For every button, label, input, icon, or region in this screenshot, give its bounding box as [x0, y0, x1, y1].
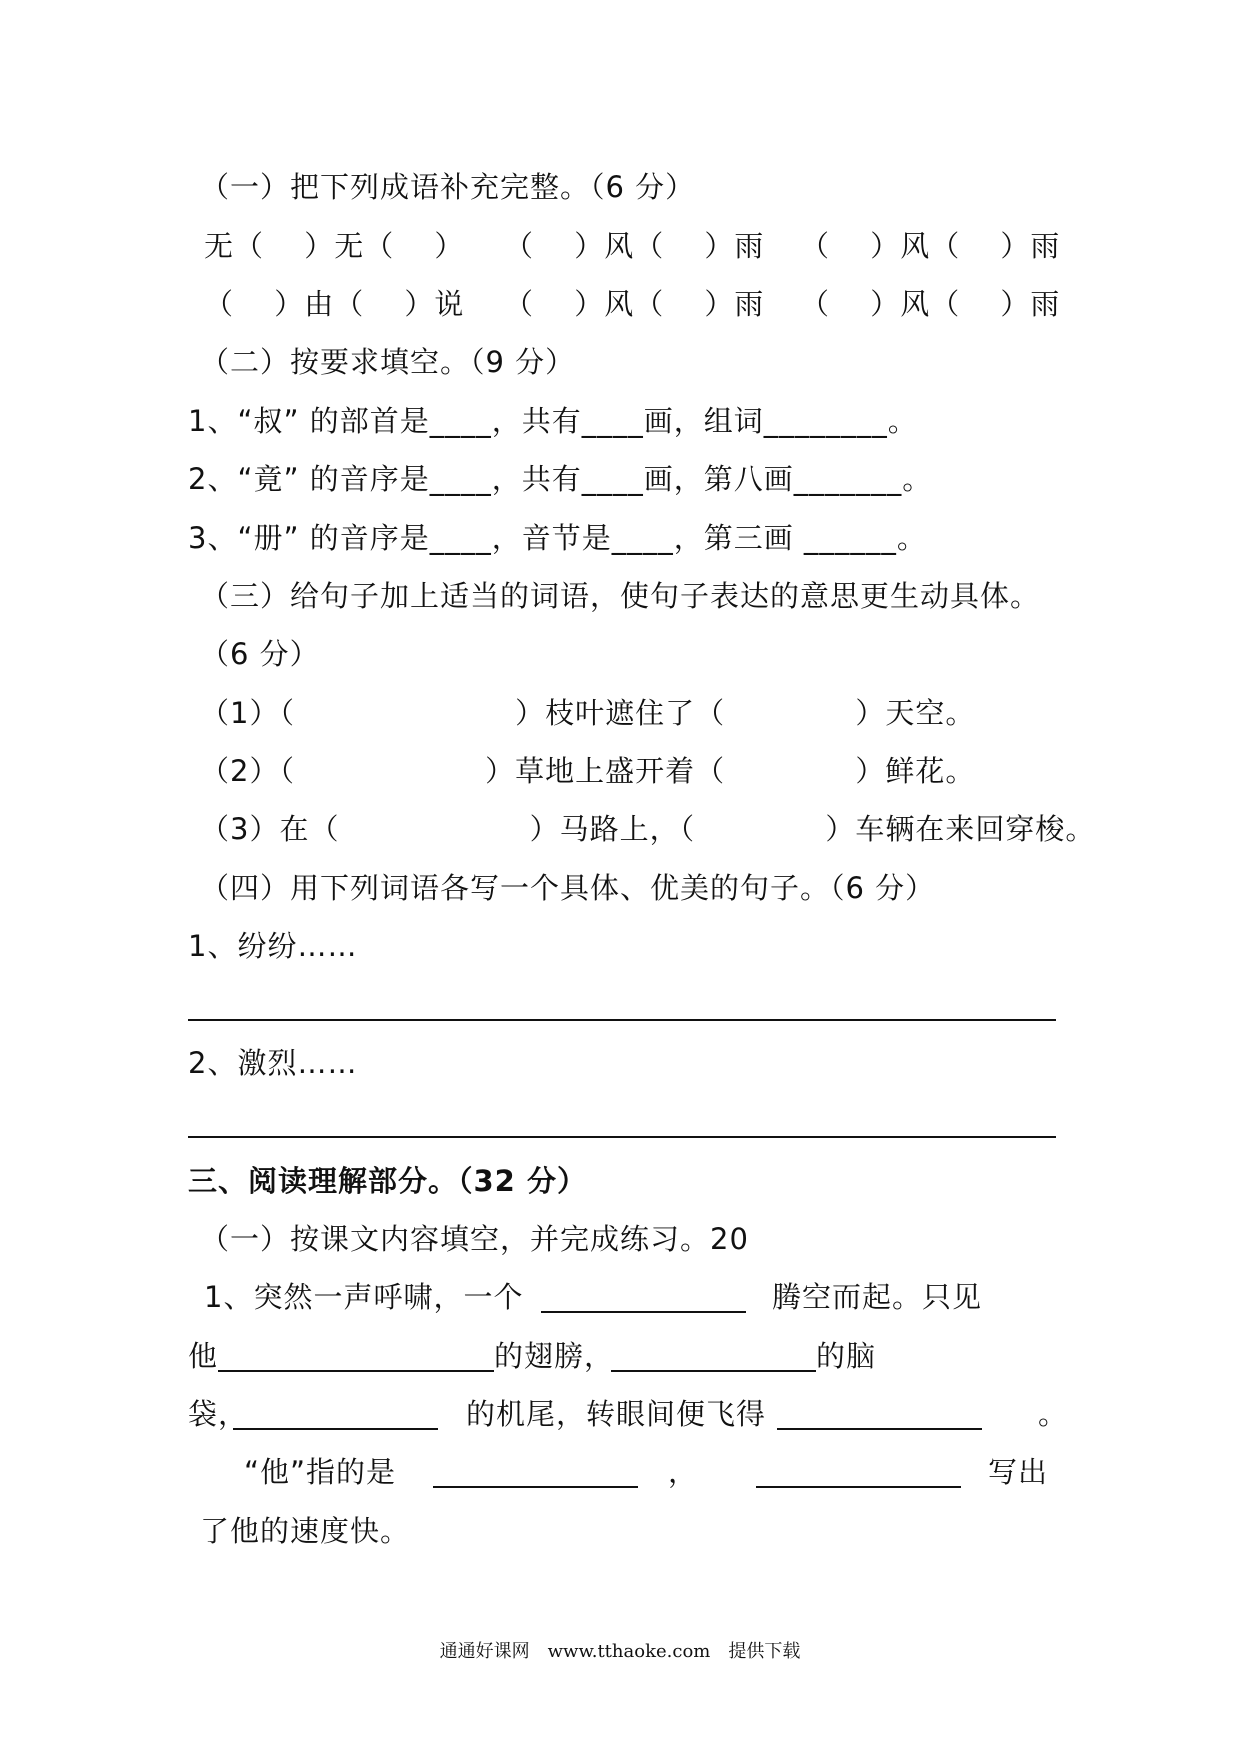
reading-q2-text-d: 了他的速度快。 [200, 1514, 411, 1548]
reading-q1-text-g: 的机尾，转眼间便飞得 [466, 1397, 767, 1431]
reading-q1-text-f: 袋， [188, 1397, 249, 1431]
idiom-5: （ ）风（ ）雨 [504, 287, 765, 321]
sentence-2: （2）（ ）草地上盛开着（ ）鲜花。 [200, 754, 976, 788]
reading-q1-blank-2 [218, 1336, 494, 1376]
reading-q1-blank-4 [233, 1394, 438, 1434]
word-1: 1、纷纷…… [188, 929, 358, 963]
answer-line-1 [188, 1019, 1056, 1021]
reading-q1-text-e: 的脑 [816, 1339, 877, 1373]
word-2: 2、激烈…… [188, 1046, 358, 1080]
reading-q1-text-c: 他 [188, 1339, 219, 1373]
fill-question-1: 1、“叔” 的部首是____，共有____画，组词________。 [188, 404, 918, 438]
reading-q2-blank-1 [433, 1452, 638, 1492]
reading-q1-blank-1 [541, 1277, 746, 1317]
reading-q1-text-a: 1、突然一声呼啸，一个 [204, 1280, 524, 1314]
idiom-6: （ ）风（ ）雨 [800, 287, 1061, 321]
reading-q1-text-h: 。 [1038, 1397, 1069, 1431]
part-3-subtitle: （一）按课文内容填空，并完成练习。20 [200, 1222, 749, 1256]
idiom-4: （ ）由（ ）说 [204, 287, 465, 321]
idiom-2: （ ）风（ ）雨 [504, 229, 765, 263]
section-3-score: （6 分） [200, 637, 320, 671]
part-3-title: 三、阅读理解部分。（32 分） [188, 1164, 587, 1198]
reading-q2-text-b: ， [668, 1455, 699, 1489]
idiom-1: 无（ ）无（ ） [204, 229, 465, 263]
page-footer: 通通好课网 www.tthaoke.com 提供下载 [439, 1641, 801, 1662]
sentence-3: （3）在（ ）马路上，（ ）车辆在来回穿梭。 [200, 812, 1096, 846]
reading-q1-blank-5 [777, 1394, 982, 1434]
reading-q1-text-b: 腾空而起。只见 [772, 1280, 983, 1314]
idiom-3: （ ）风（ ）雨 [800, 229, 1061, 263]
section-4-title: （四）用下列词语各写一个具体、优美的句子。（6 分） [200, 871, 936, 905]
sentence-1: （1）（ ）枝叶遮住了（ ）天空。 [200, 696, 976, 730]
section-3-title: （三）给句子加上适当的词语，使句子表达的意思更生动具体。 [200, 579, 1041, 613]
reading-q2-text-c: 写出 [988, 1455, 1049, 1489]
fill-question-2: 2、“竟” 的音序是____，共有____画，第八画_______。 [188, 462, 933, 496]
reading-q2-text-a: “他”指的是 [244, 1455, 397, 1489]
reading-q1-text-d: 的翅膀， [494, 1339, 615, 1373]
reading-q2-blank-2 [756, 1452, 961, 1492]
reading-q1-blank-3 [611, 1336, 816, 1376]
section-1-title: （一）把下列成语补充完整。（6 分） [200, 170, 696, 204]
section-2-title: （二）按要求填空。（9 分） [200, 345, 576, 379]
fill-question-3: 3、“册” 的音序是____，音节是____，第三画 ______。 [188, 521, 927, 555]
answer-line-2 [188, 1136, 1056, 1138]
